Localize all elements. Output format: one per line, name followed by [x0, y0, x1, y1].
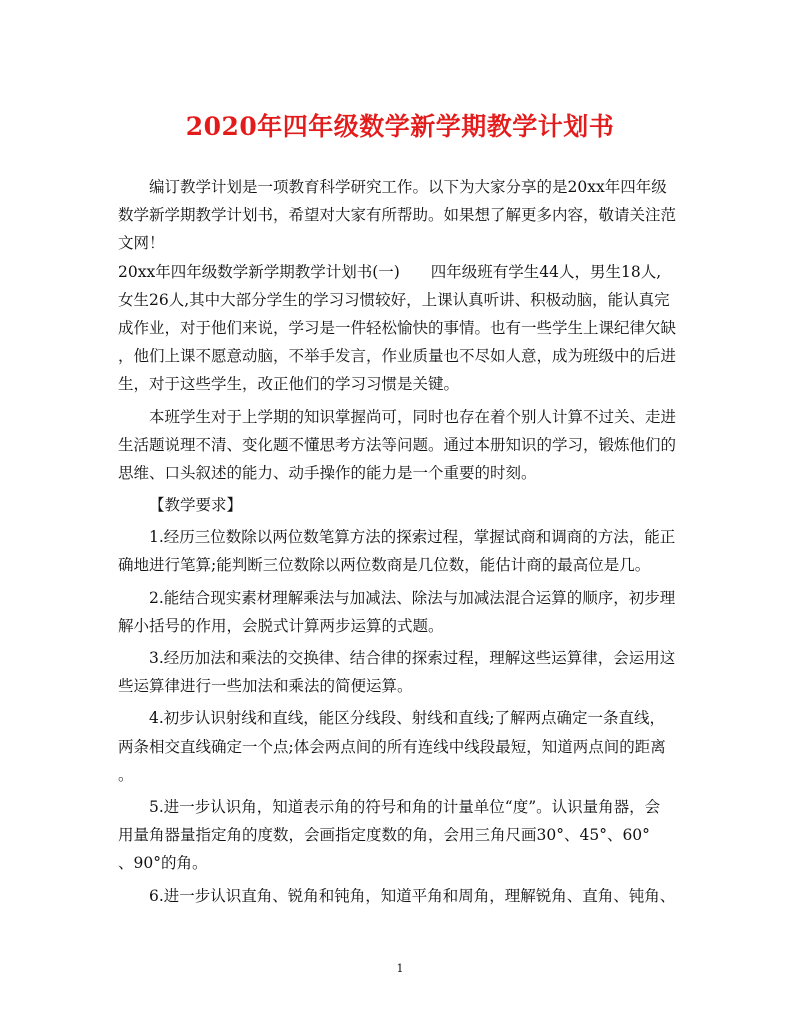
requirement-3-line-1: 3.经历加法和乘法的交换律、结合律的探索过程，理解这些运算律，会运用这: [149, 649, 676, 667]
requirement-5-line-2: 用量角器量指定角的度数，会画指定度数的角，会用三角尺画30°、45°、60°: [118, 826, 650, 845]
document-body: [118, 173, 688, 910]
requirement-4-line-3: 。: [118, 765, 134, 784]
class-overview-line-1: 20xx年四年级数学新学期教学计划书(一) 四年级班有学生44人，男生18人,: [118, 262, 662, 281]
class-overview-line-4: ，他们上课不愿意动脑，不举手发言，作业质量也不尽如人意，成为班级中的后进: [118, 347, 677, 366]
requirement-4-line-1: 4.初步认识射线和直线，能区分线段、射线和直线;了解两点确定一条直线，: [149, 709, 666, 728]
class-overview-line-5: 生，对于这些学生，改正他们的学习习惯是关键。: [118, 375, 460, 394]
knowledge-line-1: 本班学生对于上学期的知识掌握尚可，同时也存在着个别人计算不过关、走进: [149, 407, 677, 426]
class-overview-line-3: 成作业，对于他们来说，学习是一件轻松愉快的事情。也有一些学生上课纪律欠缺: [118, 318, 677, 337]
requirement-1-line-1: 1.经历三位数除以两位数笔算方法的探索过程，掌握试商和调商的方法，能正: [149, 528, 676, 547]
intro-line-2: 数学新学期教学计划书，希望对大家有所帮助。如果想了解更多内容，敬请关注范: [118, 206, 677, 225]
page-number: 1: [396, 962, 404, 975]
requirement-4-line-2: 两条相交直线确定一个点;体会两点间的所有连线中线段最短，知道两点间的距离: [118, 737, 666, 756]
knowledge-line-2: 生活题说理不清、变化题不懂思考方法等问题。通过本册知识的学习，锻炼他们的: [118, 435, 677, 454]
intro-line-3: 文网！: [118, 234, 165, 253]
document-title: 2020年四年级数学新学期教学计划书: [185, 112, 615, 141]
intro-line-1: 编订教学计划是一项教育科学研究工作。以下为大家分享的是20xx年四年级: [149, 178, 667, 196]
requirement-6-line-1: 6.进一步认识直角、锐角和钝角，知道平角和周角，理解锐角、直角、钝角、: [149, 886, 676, 905]
requirement-3-line-2: 些运算律进行一些加法和乘法的简便运算。: [118, 677, 413, 696]
requirement-2-line-2: 解小括号的作用，会脱式计算两步运算的式题。: [118, 616, 444, 635]
requirement-5-line-3: 、90°的角。: [118, 854, 208, 873]
requirement-1-line-2: 确地进行笔算;能判断三位数除以两位数商是几位数，能估计商的最高位是几。: [118, 556, 651, 575]
knowledge-line-3: 思维、口头叙述的能力、动手操作的能力是一个重要的时刻。: [118, 463, 537, 482]
section-heading: 【教学要求】: [149, 496, 243, 515]
requirement-5-line-1: 5.进一步认识角，知道表示角的符号和角的计量单位“度”。认识量角器，会: [149, 797, 661, 816]
class-overview-line-2: 女生26人,其中大部分学生的学习习惯较好，上课认真听讲、积极动脑，能认真完: [118, 290, 670, 309]
requirement-2-line-1: 2.能结合现实素材理解乘法与加减法、除法与加减法混合运算的顺序，初步理: [149, 588, 676, 607]
